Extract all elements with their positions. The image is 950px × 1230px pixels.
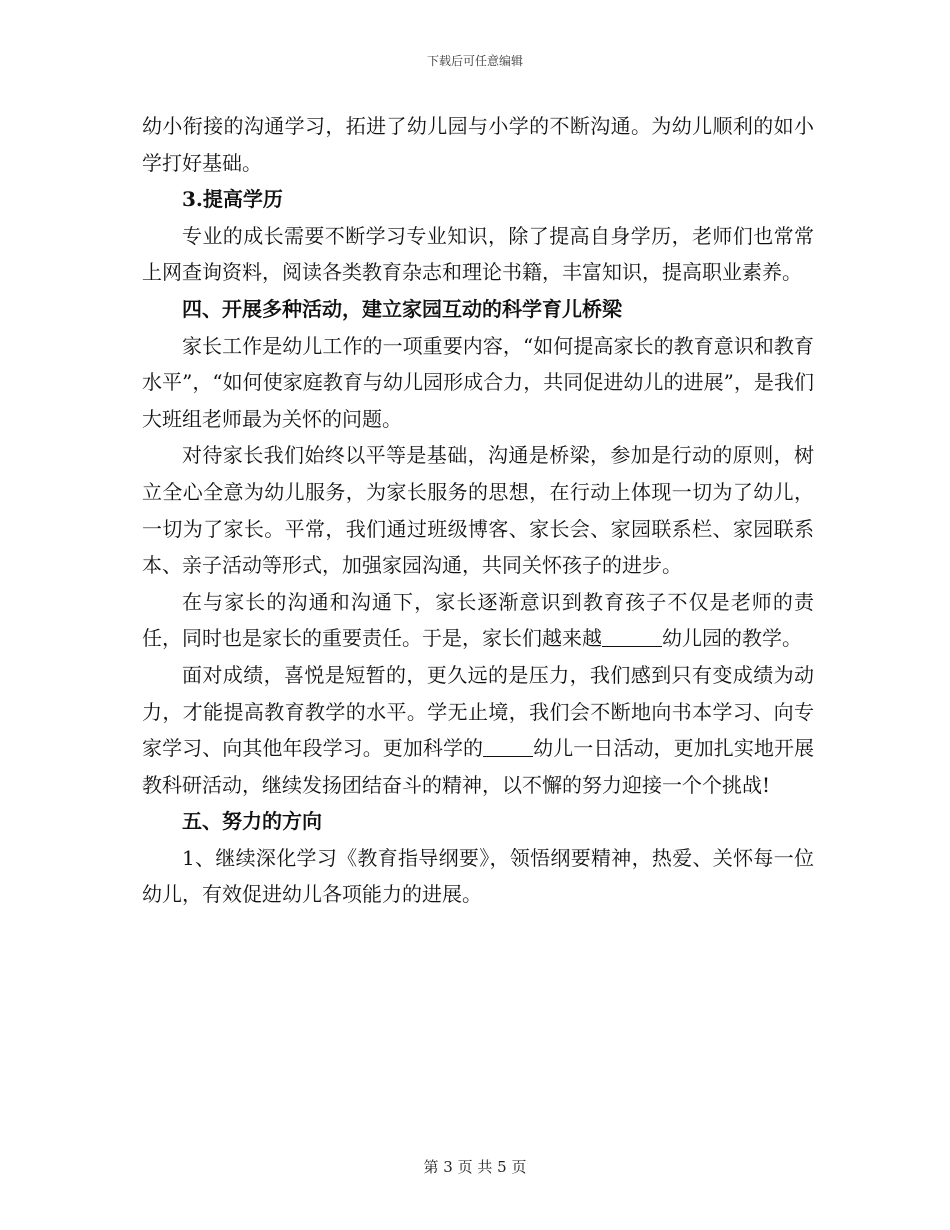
section-heading-3: 3.提高学历 xyxy=(182,187,283,212)
text-segment: 幼儿园的教学。 xyxy=(662,626,802,651)
paragraph-achievements xyxy=(142,657,814,803)
section-heading-5: 五、努力的方向 xyxy=(182,809,322,834)
section-heading-4: 四、开展多种活动，建立家园互动的科学育儿桥梁 xyxy=(182,296,622,321)
paragraph-direction-1: 1、继续深化学习《教育指导纲要》，领悟纲要精神，热爱、关怀每一位幼儿，有效促进幼儿各项能力的进展。 xyxy=(142,845,814,907)
page-footer: 第 3 页 共 5 页 xyxy=(423,1158,527,1176)
paragraph-parent-communication: 对待家长我们始终以平等是基础，沟通是桥梁，参加是行动的原则，树立全心全意为幼儿服务，为家长服务的思想，在行动上体现一切为了幼儿，一切为了家长。平常，我们通过班级博客、家长会、家园联系栏、家园联系本、亲子活动等形式，加强家园沟通，共同关怀孩子的进步。 xyxy=(142,443,814,578)
fill-in-blank xyxy=(602,626,662,647)
fill-in-blank xyxy=(483,736,533,757)
paragraph-education: 专业的成长需要不断学习专业知识，除了提高自身学历，老师们也常常上网查询资料，阅读各类教育杂志和理论书籍，丰富知识，提高职业素养。 xyxy=(142,223,814,285)
text-segment: 面对成绩，喜悦是短暂的，更久远的是压力，我们感到只有变成绩为动力，才能提高教育教学的水平。学无止境，我们会不断地向书本学习、向专家学习、向其他年段学习。更加科学的 xyxy=(142,662,814,761)
text-segment: 幼儿一日活动，更加扎实地开展教科研活动，继续发扬团结奋斗的精神，以不懈的努力迎接一个个挑战! xyxy=(142,736,815,797)
page-header: 下载后可任意编辑 xyxy=(426,54,523,68)
paragraph-parent-work: 家长工作是幼儿工作的一项重要内容，“如何提高家长的教育意识和教育水平”，“如何使家庭教育与幼儿园形成合力，共同促进幼儿的进展”，是我们大班组老师最为关怀的问题。 xyxy=(142,333,814,431)
document-body xyxy=(142,108,814,913)
paragraph-continuation: 幼小衔接的沟通学习，拓进了幼儿园与小学的不断沟通。为幼儿顺利的如小学打好基础。 xyxy=(142,114,814,175)
paragraph-parent-responsibility xyxy=(142,584,814,657)
text-segment: 在与家长的沟通和沟通下，家长逐渐意识到教育孩子不仅是老师的责任，同时也是家长的重要责任。于是，家长们越来越 xyxy=(142,589,814,651)
